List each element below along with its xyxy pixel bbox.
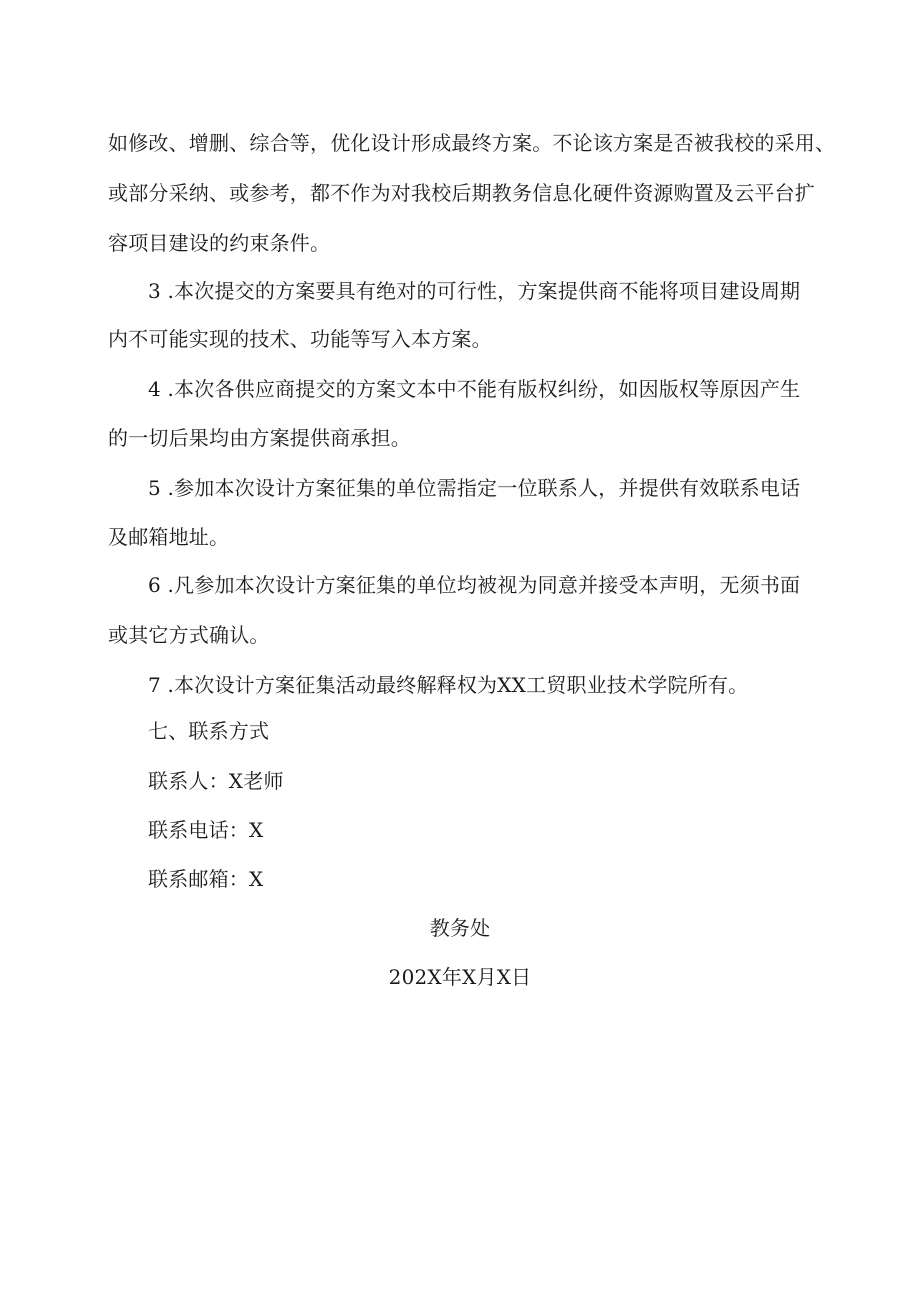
- item-3-line: 3 .本次提交的方案要具有绝对的可行性，方案提供商不能将项目建设周期: [148, 279, 801, 303]
- paragraph-line: 容项目建设的约束条件。: [108, 231, 331, 255]
- item-6-line: 或其它方式确认。: [108, 623, 270, 647]
- item-4-line: 的一切后果均由方案提供商承担。: [108, 426, 411, 450]
- item-5-line: 5 .参加本次设计方案征集的单位需指定一位联系人，并提供有效联系电话: [148, 476, 801, 500]
- item-4-line: 4 .本次各供应商提交的方案文本中不能有版权纠纷，如因版权等原因产生: [148, 377, 801, 401]
- item-3-line: 内不可能实现的技术、功能等写入本方案。: [108, 327, 492, 351]
- paragraph-line: 如修改、增删、综合等，优化设计形成最终方案。不论该方案是否被我校的采用、: [108, 131, 836, 155]
- item-5-line: 及邮箱地址。: [108, 525, 230, 549]
- contact-heading: 七、联系方式: [148, 719, 270, 743]
- item-6-line: 6 .凡参加本次设计方案征集的单位均被视为同意并接受本声明，无须书面: [148, 573, 801, 597]
- signature-date: 202X年X月X日: [388, 965, 532, 989]
- contact-person: 联系人：X老师: [148, 769, 284, 793]
- signature-department: 教务处: [429, 916, 491, 940]
- contact-phone: 联系电话：X: [148, 818, 264, 842]
- contact-email: 联系邮箱：X: [148, 867, 264, 891]
- item-7-line: 7 .本次设计方案征集活动最终解释权为XX工贸职业技术学院所有。: [148, 673, 749, 697]
- paragraph-line: 或部分采纳、或参考，都不作为对我校后期教务信息化硬件资源购置及云平台扩: [108, 181, 815, 205]
